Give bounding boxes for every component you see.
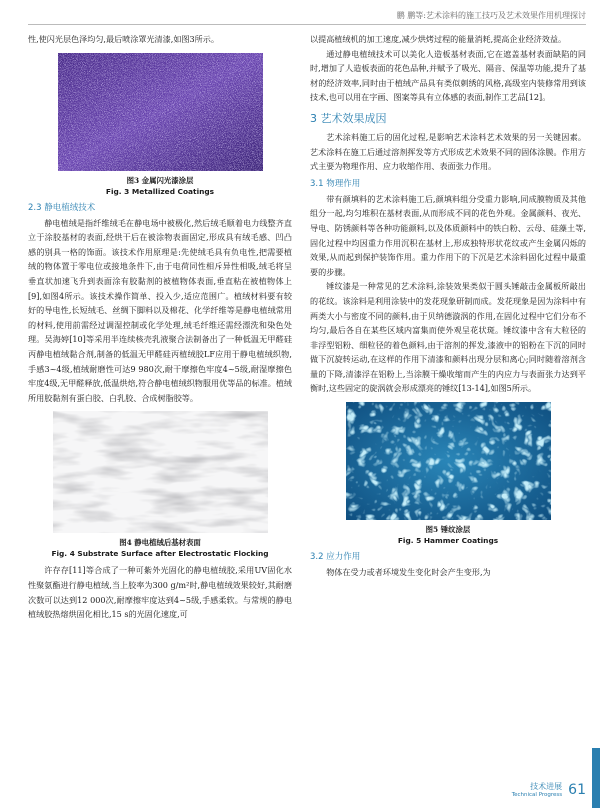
paragraph-summary: 通过静电植绒技术可以美化人造板基材表面,它在遮盖基材表面缺陷的同时,增加了人造板表面的花色品种,并赋予了吸光、隔音、保温等功能,提升了基材的经济效率,同时由于植绒产品具有类似刺绣的风格,高级室内装修常用到该技术,也可以用在字画、图案等具有立体感的表面,制作工艺品[12]。 — [310, 48, 586, 103]
figure-3 — [28, 53, 292, 197]
figure-4-caption-cn: 图4 静电植绒后基材表面 — [119, 538, 201, 548]
paragraph-3-1-b: 锤纹漆是一种常见的艺术涂料,涂装效果类似于圆头锤敲击金属板所敲出的花纹。该涂料是利用涂装中的发花现象研制而成。发花现象是因为涂料中有两类大小与密度不同的颜料,由于贝纳德漩涡的作用,在固化过程中它们分布不均匀,最后各自在某些区域内富集而使外观呈花状斑。锤纹漆中含有大粒径的非浮型铝粉、细粒径的着色颜料,由于溶剂的挥发,漆液中的铝粉在下沉的同时做下沉旋转运动,在这样的作用下清漆和颜料出现分层和离心;同时随着溶剂含量的下降,清漆浮在铝粉上,当涂膜干燥收缩而产生的内应力与表面张力达到平衡时,这些固定的旋涡就会形成漂亮的锤纹[13-14],如图5所示。 — [310, 281, 586, 394]
right-column — [310, 32, 586, 580]
figure-5 — [310, 402, 586, 546]
journal-name-cn: 技术进展 — [530, 782, 563, 791]
section-2-3-heading: 2.3 静电植绒技术 — [28, 202, 96, 213]
page-footer — [512, 781, 586, 798]
figure-5-caption-en: Fig. 5 Hammer Coatings — [397, 536, 499, 546]
figure-4 — [28, 411, 292, 559]
page-edge-bar — [592, 748, 600, 808]
paragraph-3-2: 物体在受力或者环境发生变化时会产生变形,为 — [326, 567, 491, 578]
page-number: 61 — [568, 781, 586, 798]
figure-3-caption-cn: 图3 金属闪光漆涂层 — [126, 175, 194, 185]
figure-3-caption-en: Fig. 3 Metallized Coatings — [105, 186, 215, 196]
paragraph-3-1-a: 带有颜填料的艺术涂料施工后,颜填料组分受重力影响,同成膜物质及其他组分一起,均匀堆积在基材表面,从而形成不同的花色外观。金属颜料、夜光、导电、防锈颜料等各种功能颜料,以及体质颜料中的铁白粉、云母、硅藻土等,固化过程中均因重力作用沉积在基材上,形成独特形状花纹或产生金属闪烁的效果,从而起到保护装饰作用。重力作用下的下沉是艺术涂料固化过程中最重要的步骤。 — [310, 193, 586, 277]
paragraph-3-intro: 艺术涂料施工后的固化过程,是影响艺术涂料艺术效果的另一关键因素。艺术涂料在施工后通过溶剂挥发等方式形成艺术效果不同的固体涂膜。作用方式主要为物理作用、应力收缩作用、表面张力作用。 — [310, 131, 586, 172]
flocking-surface-image — [53, 411, 268, 533]
section-3-2-heading: 3.2 应力作用 — [310, 552, 361, 563]
running-head: 鹏 鹏等:艺术涂料的施工技巧及艺术效果作用机理探讨 — [396, 11, 586, 20]
section-3-heading: 3 艺术效果成因 — [310, 111, 387, 125]
paragraph-top: 性,使闪光层色泽均匀,最后喷涂罩光清漆,如图3所示。 — [28, 34, 219, 44]
figure-4-caption-en: Fig. 4 Substrate Surface after Electrostatic Flocking — [51, 549, 269, 559]
left-column — [28, 32, 292, 622]
figure-5-caption-cn: 图5 锤纹涂层 — [425, 525, 471, 535]
journal-name — [512, 781, 562, 798]
hammer-coating-image — [346, 402, 551, 520]
section-3-1-heading: 3.1 物理作用 — [310, 178, 361, 189]
journal-name-en: Technical Progress — [511, 792, 563, 798]
paragraph-continued: 以提高植绒机的加工速度,减少烘烤过程的能量消耗,提高企业经济效益。 — [310, 34, 567, 44]
paragraph-flock-2: 许存存[11]等合成了一种可紫外光固化的静电植绒胶,采用UV固化水性聚氨酯进行静电植绒,当上胶率为300 g/m²时,静电植绒效果较好,其耐磨次数可以达到12 000次,耐摩擦牢度达到4~5级,手感柔软。与常规的静电植绒胶热熔烘固化相比,15 s的光固化速度,可 — [28, 565, 292, 620]
metallized-coating-image — [58, 53, 263, 171]
header-rule — [28, 24, 586, 25]
paragraph-flock-1: 静电植绒是指纤维绒毛在静电场中被极化,然后绒毛顺着电力线整齐直立于涂胶基材的表面,经烘干后在被涂物表面固定,形成具有绒毛感、凹凸感的别具一格的饰面。该技术作用原理是:先使绒毛具有负电性,把需要植绒的物体置于零电位或接地条件下,由于电荷同性相斥异性相吸,绒毛将呈垂直状加速飞升到表面涂有胶黏剂的被植物体表面,垂直粘在被植物体上[9],如图4所示。该技术操作简单、投入少,适应范围广。植绒材料要有较好的导电性,长短绒毛、丝绸下脚料以及棉花、化学纤维等是静电植绒常用的材料,使用前需经过调湿控制或化学处理,绒毛纤维还需经漂洗和染色处理。吴海婷[10]等采用半连续核壳乳液聚合法制备出了一种低温无甲醛硅丙静电植绒黏合剂,制备的低温无甲醛硅丙植绒胶LF应用于静电植绒织物,手感3~4级,植绒耐磨性可达9 980次,耐干摩擦色牢度4~5级,耐湿摩擦色牢度4级,无甲醛释放,低温烘焙,符合静电植绒织物服用优等品的标准。植绒所用胶黏剂有蛋白胶、白乳胶、合成树脂胶等。 — [28, 217, 292, 403]
